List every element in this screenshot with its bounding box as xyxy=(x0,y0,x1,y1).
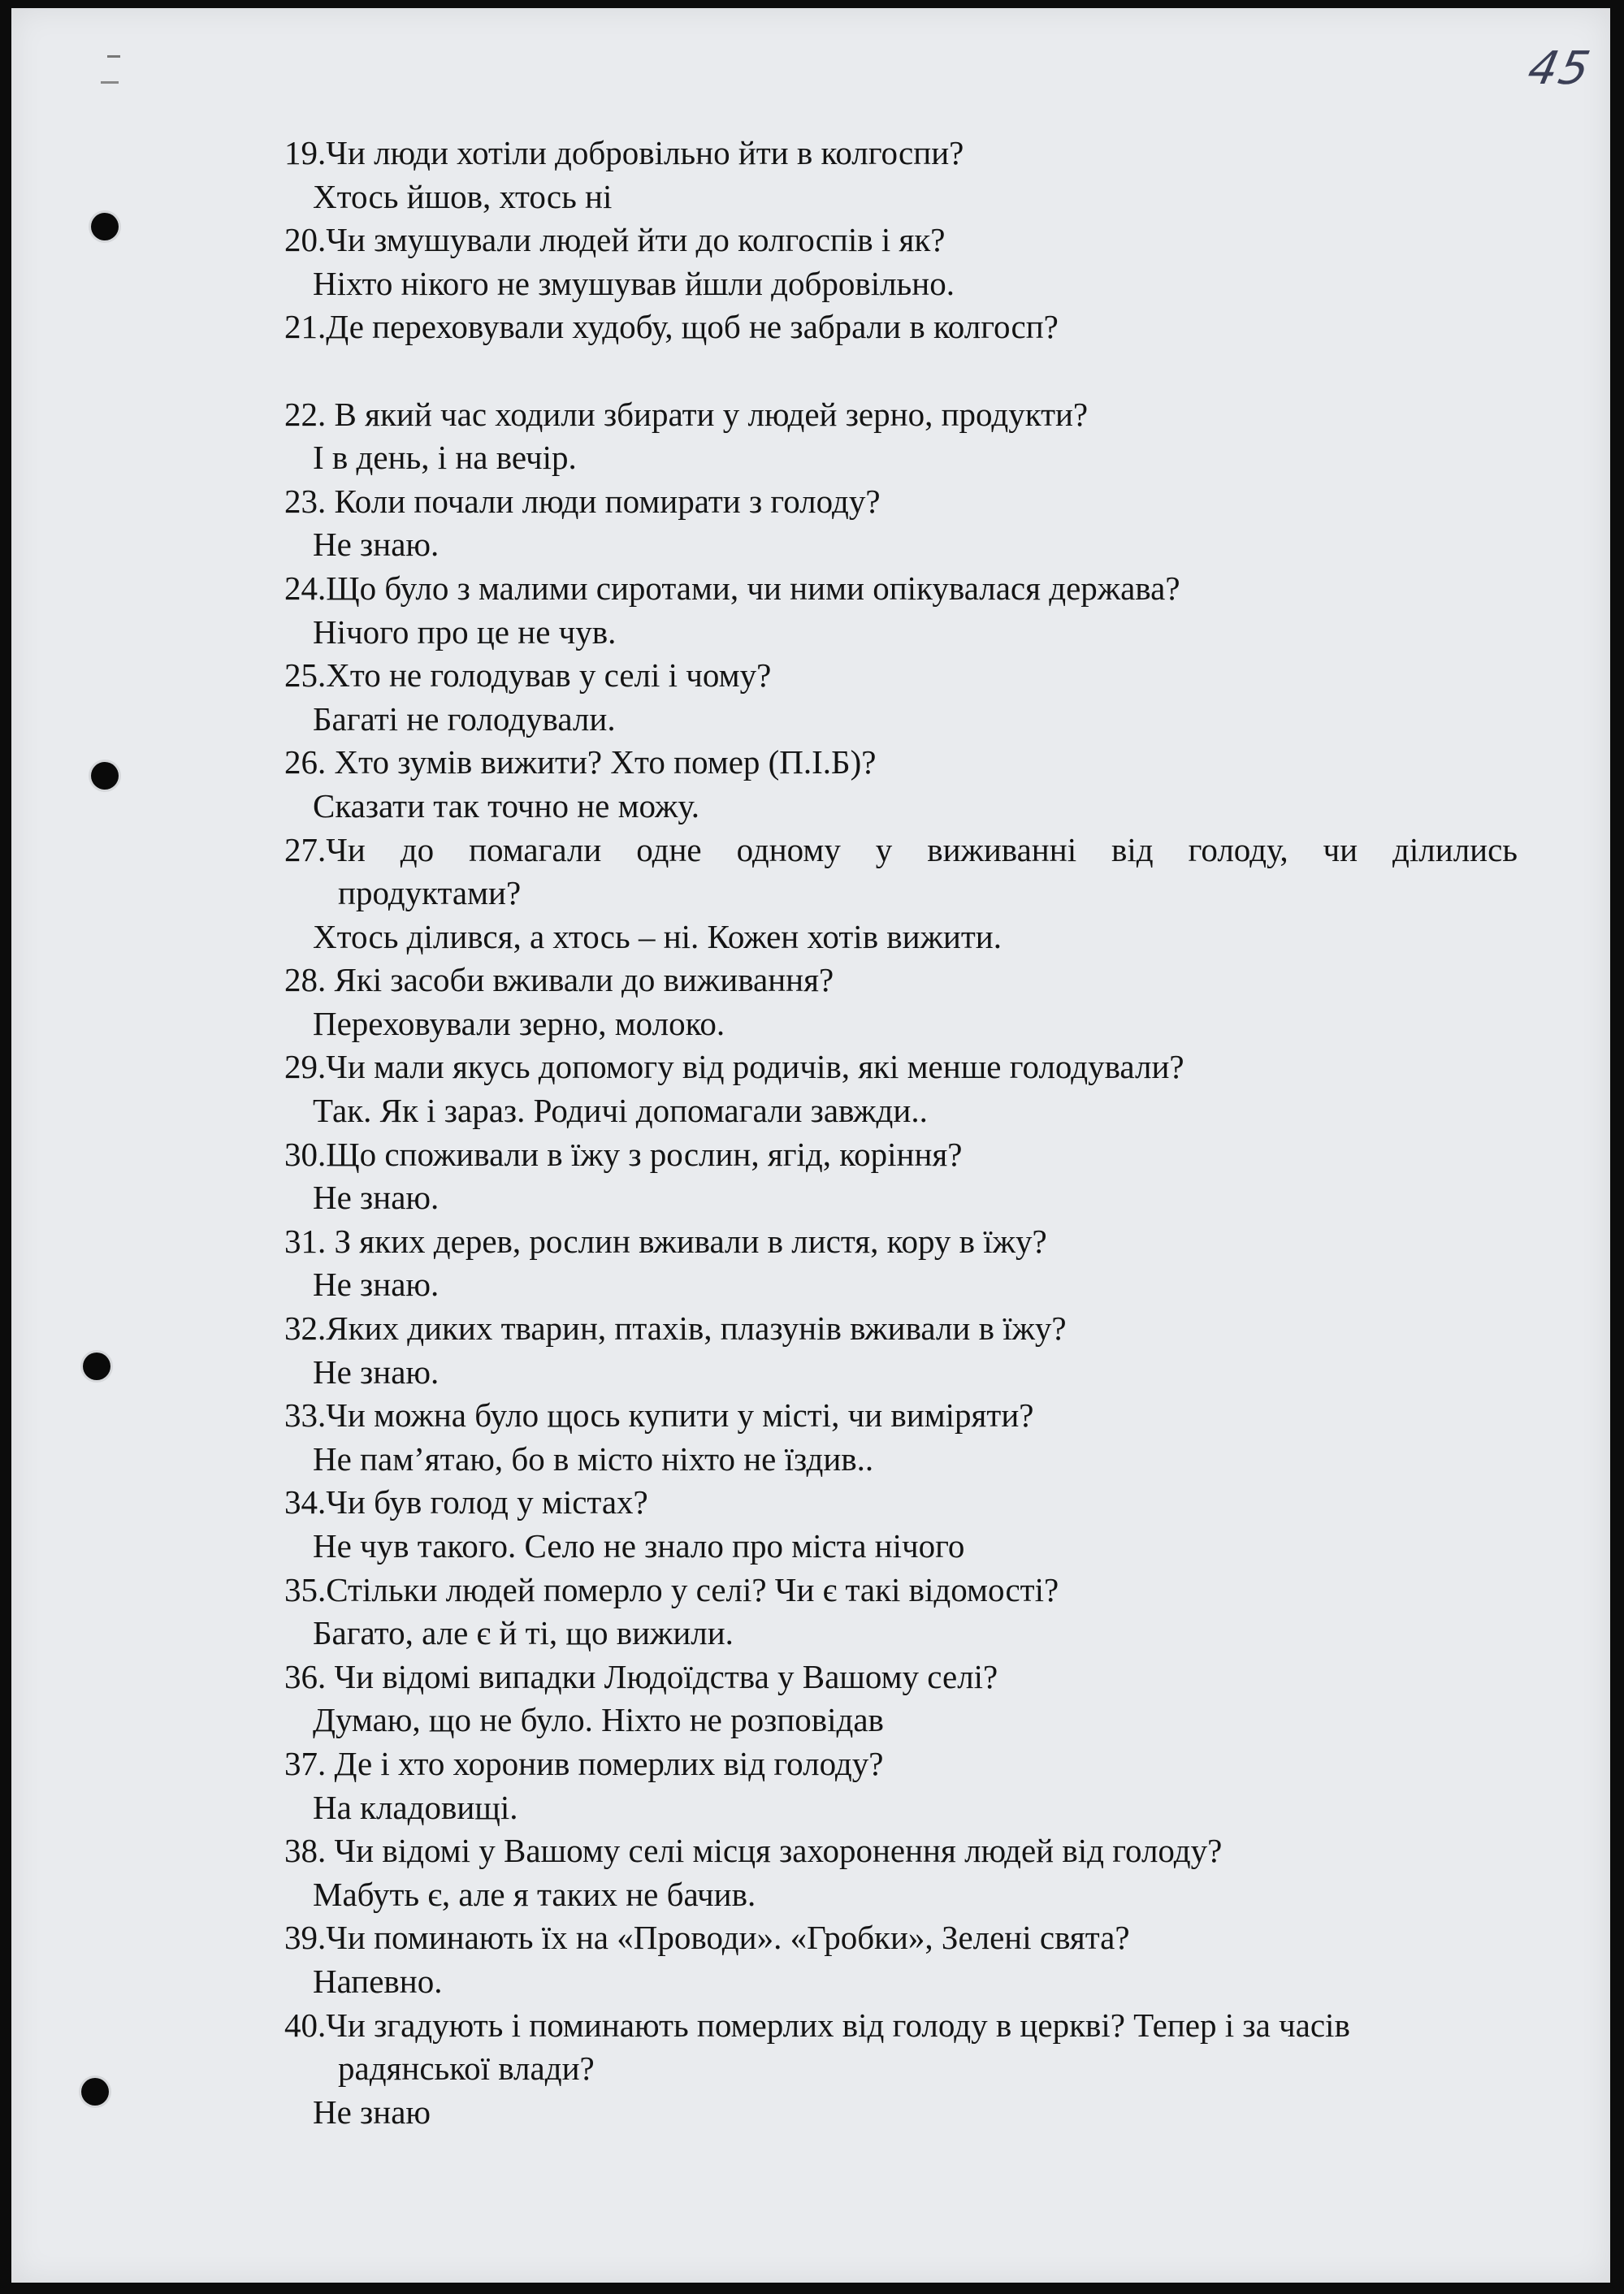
answer-line: Хтось ділився, а хтось – ні. Кожен хотів вижити. xyxy=(313,917,1002,955)
question-line: 21.Де переховували худобу, щоб не забрали в колгосп? xyxy=(284,308,1059,346)
question-line: 35.Стільки людей померло у селі? Чи є такі відомості? xyxy=(284,1570,1059,1608)
punch-hole xyxy=(81,2078,109,2106)
question-line: 24.Що було з малими сиротами, чи ними опікувалася держава? xyxy=(284,569,1180,607)
answer-line: Нічого про це не чув. xyxy=(313,612,617,651)
question-line: 28. Які засоби вживали до виживання? xyxy=(284,961,834,999)
punch-hole xyxy=(91,213,119,240)
answer-line: Мабуть є, але я таких не бачив. xyxy=(313,1875,756,1913)
question-line: 37. Де і хто хоронив померлих від голоду? xyxy=(284,1744,884,1782)
answer-line: Не знаю. xyxy=(313,526,440,564)
pencil-mark xyxy=(107,55,120,58)
question-line: 31. З яких дерев, рослин вживали в листя, кору в їжу? xyxy=(284,1222,1047,1260)
question-line: 32.Яких диких тварин, птахів, плазунів вживали в їжу? xyxy=(284,1309,1067,1348)
question-line: 39.Чи поминають їх на «Проводи». «Гробки», Зелені свята? xyxy=(284,1919,1130,1957)
answer-line: Не знаю. xyxy=(313,1353,440,1391)
answer-line: І в день, і на вечір. xyxy=(313,439,577,477)
answer-line: Так. Як і зараз. Родичі допомагали завжди.. xyxy=(313,1092,928,1130)
punch-hole xyxy=(83,1353,110,1380)
question-line: 26. Хто зумів вижити? Хто помер (П.І.Б)? xyxy=(284,743,877,781)
question-line: 38. Чи відомі у Вашому селі місця захоронення людей від голоду? xyxy=(284,1832,1223,1870)
answer-line: Не чув такого. Село не знало про міста нічого xyxy=(313,1527,965,1565)
question-line: 30.Що споживали в їжу з рослин, ягід, коріння? xyxy=(284,1135,963,1173)
question-continuation: продуктами? xyxy=(338,874,522,912)
question-line: 27.Чи до помагали одне одному у виживанні від голоду, чи ділились xyxy=(284,830,1518,868)
answer-line: Напевно. xyxy=(313,1962,443,2000)
question-line: 29.Чи мали якусь допомогу від родичів, які менше голодували? xyxy=(284,1048,1184,1086)
question-continuation: радянської влади? xyxy=(338,2049,595,2088)
answer-line: Переховували зерно, молоко. xyxy=(313,1004,725,1042)
question-line: 34.Чи був голод у містах? xyxy=(284,1483,648,1521)
answer-line: Не пам’ятаю, бо в місто ніхто не їздив.. xyxy=(313,1439,874,1478)
answer-line: Не знаю. xyxy=(313,1179,440,1217)
question-line: 20.Чи змушували людей йти до колгоспів і як? xyxy=(284,221,946,259)
answer-line: На кладовищі. xyxy=(313,1788,518,1826)
answer-line: Сказати так точно не можу. xyxy=(313,786,699,825)
answer-line: Думаю, що не було. Ніхто не розповідав xyxy=(313,1701,884,1739)
answer-line: Хтось йшов, хтось ні xyxy=(313,177,613,215)
document-page xyxy=(11,8,1610,2283)
handwritten-page-number: 45 xyxy=(1523,42,1596,95)
question-line: 23. Коли почали люди помирати з голоду? xyxy=(284,482,881,520)
questionnaire-text xyxy=(284,132,1518,2134)
question-line: 33.Чи можна було щось купити у місті, чи виміряти? xyxy=(284,1396,1034,1435)
punch-hole xyxy=(91,762,119,790)
question-line: 36. Чи відомі випадки Людоїдства у Вашому селі? xyxy=(284,1657,998,1695)
question-line: 25.Хто не голодував у селі і чому? xyxy=(284,656,772,695)
question-line: 40.Чи згадують і поминають померлих від голоду в церкві? Тепер і за часів xyxy=(284,2006,1350,2044)
pencil-mark xyxy=(101,81,119,84)
question-line: 19.Чи люди хотіли добровільно йти в колгоспи? xyxy=(284,134,964,171)
blank-line xyxy=(284,349,1518,393)
answer-line: Ніхто нікого не змушував йшли добровільно. xyxy=(313,264,955,302)
answer-line: Багаті не голодували. xyxy=(313,699,616,738)
question-line: 22. В який час ходили збирати у людей зерно, продукти? xyxy=(284,395,1089,433)
answer-line: Не знаю. xyxy=(313,1266,440,1304)
answer-line: Багато, але є й ті, що вижили. xyxy=(313,1614,734,1652)
answer-line: Не знаю xyxy=(313,2093,431,2131)
